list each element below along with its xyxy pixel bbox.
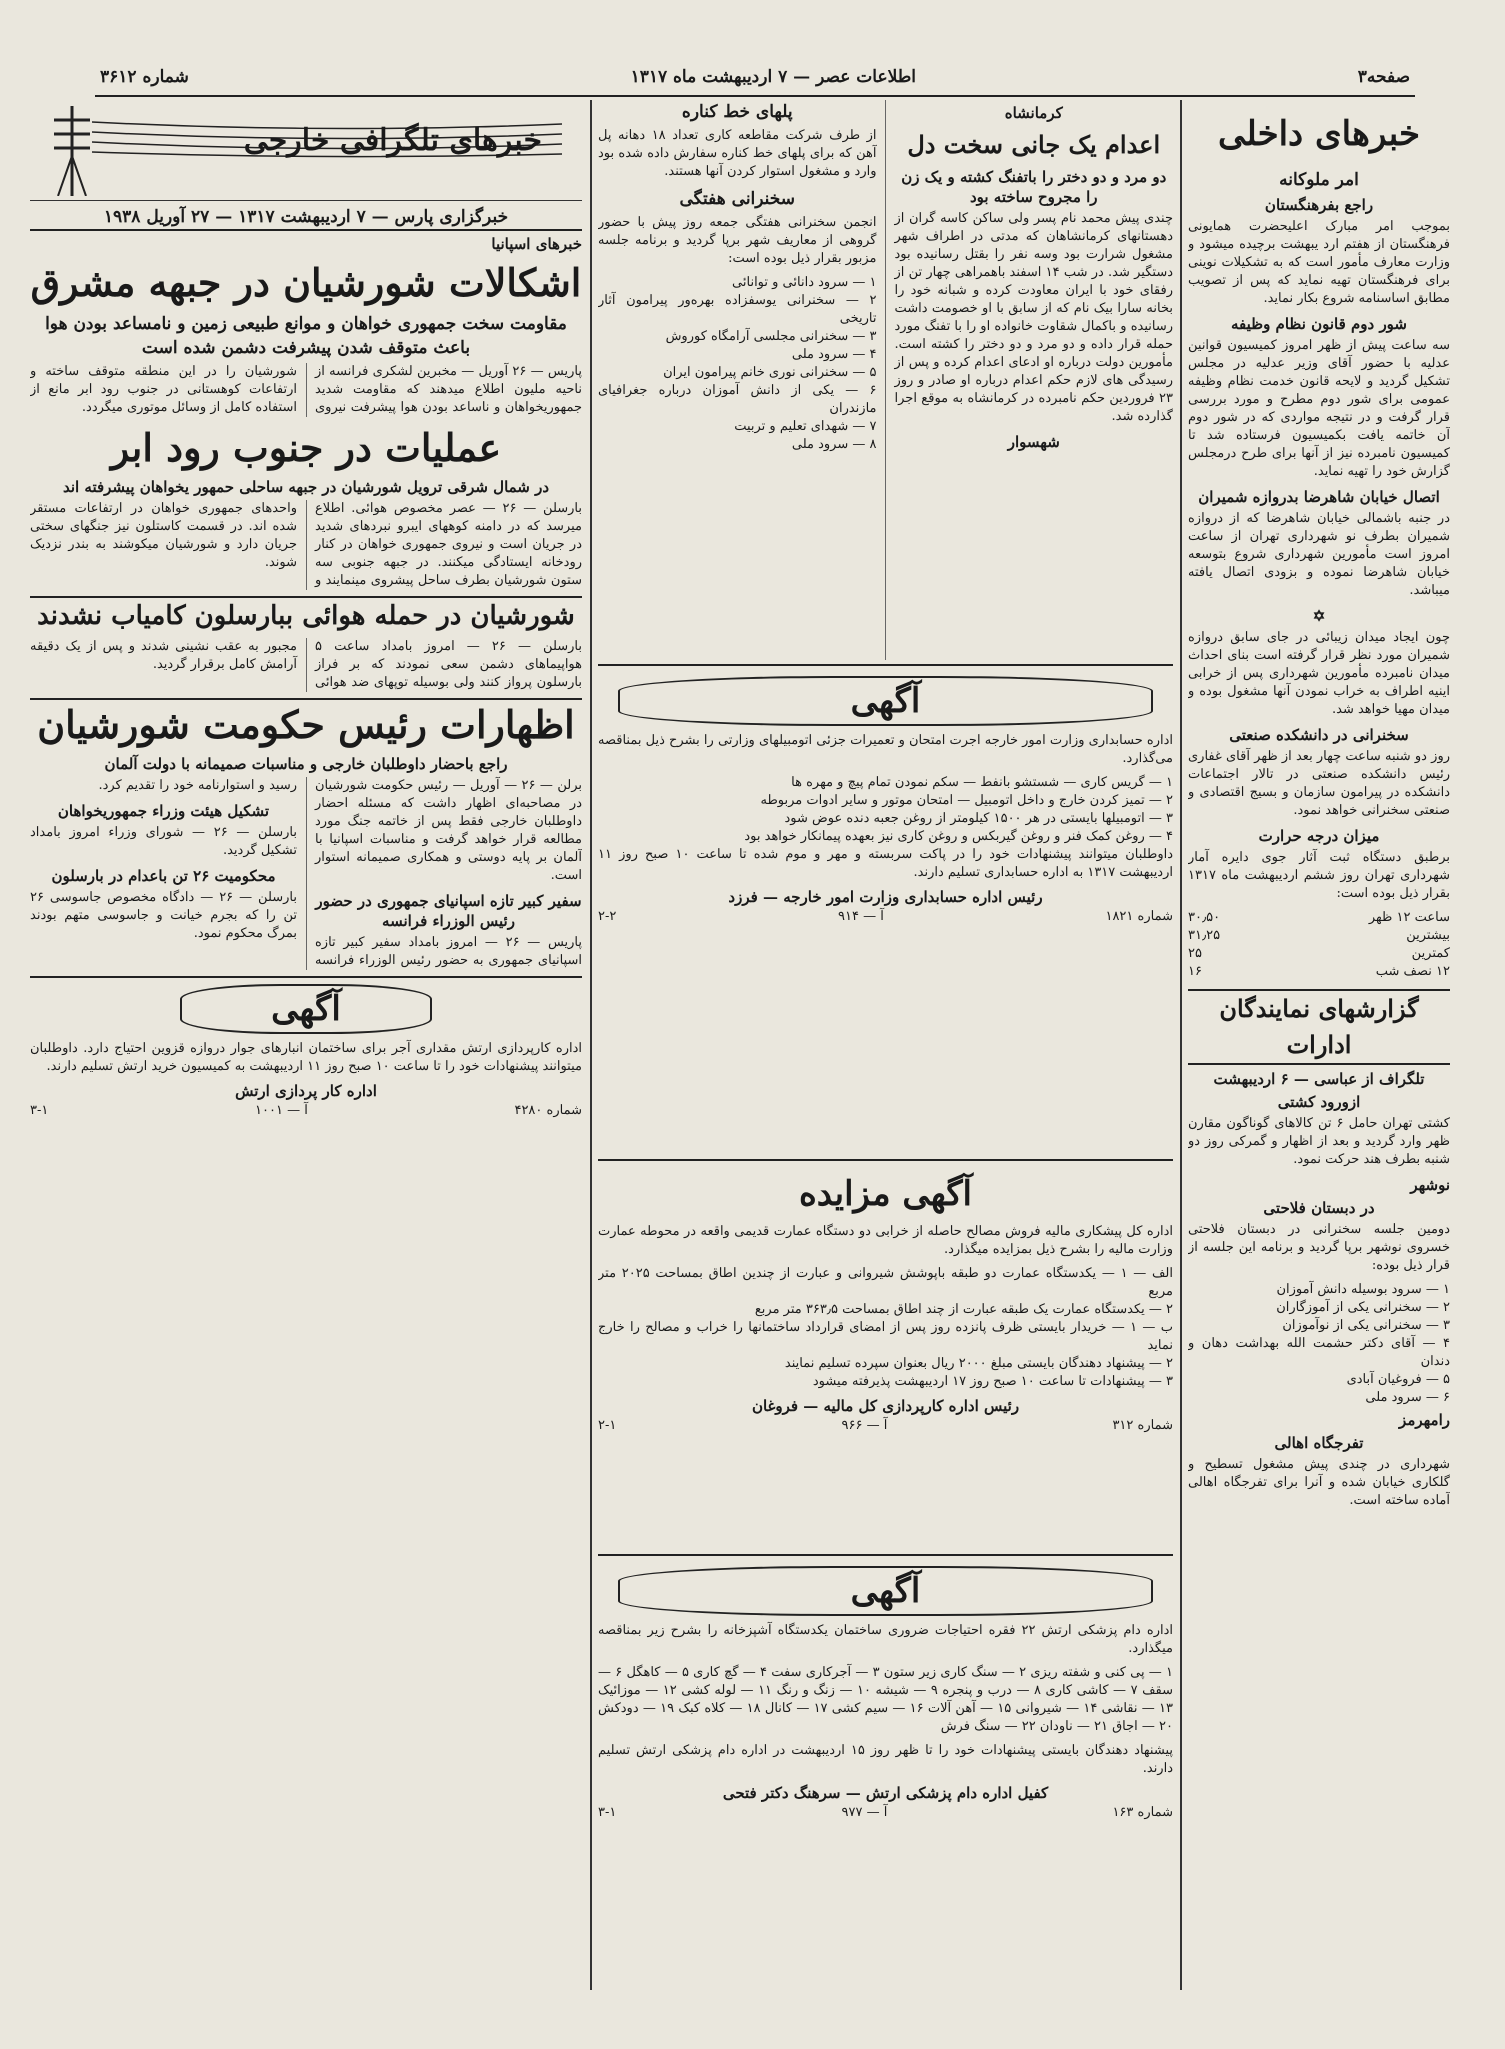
foreign-news-column (30, 100, 582, 1990)
section-title: گزارشهای نمایندگان ادارات (1188, 989, 1450, 1065)
headline: سخنرانی هفتگی (679, 189, 796, 209)
section-rule (598, 1159, 1173, 1161)
temperature-row: کمترین ۲۵ (1188, 946, 1450, 961)
headline: ازورود کشتی (1277, 1093, 1361, 1111)
ad-block (598, 670, 1173, 1155)
list-item: الف — ۱ — یکدستگاه عمارت دو طبقه باپوشش شیروانی و عبارت از چندین اطاق بمساحت ۲۰۲۵ متر مربع (598, 1266, 1173, 1299)
article-body: در جنبه باشمالی خیابان شاهرضا که از دروازه شمیران بطرف نو شهرداری تهران از ساعت امروز است مأمورین شهرداری شروع بتوسعه خیابان شاهرضا نموده و بزودی اتصال یافته میباشد. (1188, 511, 1450, 598)
headline: اعدام یک جانی سخت دل (907, 130, 1161, 159)
telegraph-pole-icon (50, 106, 94, 196)
ad-signature: رئیس اداره حسابداری وزارت امور خارجه — فرزد (728, 888, 1043, 906)
ad-reference: شماره ۱۶۳ آ — ۹۷۷ ۳-۱ (598, 1805, 1173, 1820)
subheadline: در شمال شرقی ترویل شورشیان در جبهه ساحلی حمهور یخواهان پیشرفته اند (62, 478, 550, 496)
article-body: چون ایجاد میدان زیبائی در جای سابق دروازه شمیران مورد نظر قرار گرفته است بنای احداث میدان نامبرده مأمورین شهرداری پس از خرابی اینیه اطراف به خراب نمودن آنها مشغول بوده و میدان مهیا خواهد شد. (1188, 630, 1450, 717)
list-item: ۶ — یکی از دانش آموزان درباره جغرافیای مازندران (598, 383, 877, 416)
list-item: ۵ — فروغیان آبادی (1346, 1372, 1450, 1387)
ad-title: آگهی (618, 1566, 1153, 1616)
headline: محکومیت ۲۶ تن باعدام در بارسلون (51, 867, 276, 885)
section-rule (598, 1554, 1173, 1556)
ad-title: آگهی (180, 984, 432, 1034)
ad-body: اداره دام پزشکی ارتش ۲۲ فقره احتیاجات ضروری ساختمان یکدستگاه آشپزخانه را بشرح زیر بمناقصه میگذارد. (598, 1623, 1173, 1656)
list-item: ۲ — تمیز کردن خارج و داخل اتومبیل — امتحان موتور و سایر ادوات مربوطه (760, 793, 1173, 808)
city-label: شهسوار (1007, 433, 1060, 451)
article-body: شهرداری در چندی پیش مشغول تسطیح و گلکاری خیابان شده و آنرا برای تفرجگاه اهالی آماده ساخته است. (1188, 1457, 1450, 1508)
list-item: ب — ۱ — خریدار بایستی ظرف پانزده روز پس از امضای قرارداد ساختمانها را خراب و مصالح را خارج نماید (598, 1320, 1173, 1353)
ad-body: اداره حسابداری وزارت امور خارجه اجرت امتحان و تعمیرات جزئی اتومبیلهای وزارتی را بشرح ذیل بمناقصه می‌گذارد. (598, 733, 1173, 766)
headline: شور دوم قانون نظام وظیفه (1230, 315, 1407, 333)
ad-title: آگهی مزایده (798, 1174, 973, 1214)
article-body: بارسلن — ۲۶ — دادگاه مخصوص جاسوسی ۲۶ تن را که بجرم خیانت و جاسوسی متهم بودند بمرگ محکوم نمود. (30, 890, 297, 941)
headline: اشکالات شورشیان در جبهه مشرق (30, 260, 582, 305)
ad-signature: رئیس اداره کارپردازی کل مالیه — فروغان (751, 1397, 1020, 1415)
headline: عملیات در جنوب رود ابر (110, 425, 502, 470)
list-item: ۵ — سخنرانی نوری خانم پیرامون ایران (663, 365, 877, 380)
list-item: ۳ — سخنرانی یکی از نوآموزان (1282, 1318, 1450, 1333)
subheadline: راجع بفرهنگستان (1264, 196, 1374, 214)
column-divider (1180, 100, 1182, 1990)
ad-body: اداره کل پیشکاری مالیه فروش مصالح حاصله از خرابی دو دستگاه عمارت قدیمی واقعه در محوطه عمارت وزارت مالیه را بشرح ذیل بمزایده میگذارد. (598, 1224, 1173, 1257)
article-body: سه ساعت پیش از ظهر امروز کمیسیون قوانین عدلیه با حضور آقای وزیر عدلیه در مجلس تشکیل گردید و لایحه قانون خدمت نظام وظیفه عمومی برای شور دوم مطرح و مورد بررسی قرار گرفت و در نتیجه مواردی که در شور دوم آن خاتمه یافت بکمیسیون فرستاده شد تا کمیسیون نامبرده نیز از آنها برای طرح درمجلس گزارش خود را تهیه نماید. (1188, 338, 1450, 479)
ad-body: پیشنهاد دهندگان بایستی پیشنهادات خود را تا ظهر روز ۱۵ اردیبهشت در اداره دام پزشکی ارتش تسلیم دارند. (598, 1743, 1173, 1776)
list-item: ۱ — سرود دانائی و توانائی (732, 275, 877, 290)
headline: در دبستان فلاحتی (1263, 1199, 1375, 1217)
headline: اتصال خیابان شاهرضا بدروازه شمیران (1198, 488, 1440, 506)
ad-items: ۱ — پی کنی و شفته ریزی ۲ — سنگ کاری زیر ستون ۳ — آجرکاری سفت ۴ — گچ کاری ۵ — کاهگل ۶ — سقف ۷ — کاشی کاری ۸ — درب و پنجره ۹ — شیشه ۱۰ — زنگ و رنگ ۱۱ — لوله کشی ۱۲ — موزائیک ۱۳ — نقاشی ۱۴ — شیروانی ۱۵ — آهن آلات ۱۶ — سیم کشی ۱۷ — کانال ۱۸ — کلاه کبک ۱۹ — دودکش ۲۰ — اجاق ۲۱ — ناودان ۲۲ — سنگ فرش (598, 1665, 1173, 1734)
banner-title: خبرهای تلگرافی خارجی (243, 123, 542, 158)
article-body: دومین جلسه سخنرانی در دبستان فلاحتی خسروی نوشهر برپا گردید و برنامه این جلسه از قرار ذیل بوده: (1188, 1222, 1450, 1273)
article-body: بموجب امر مبارک اعلیحضرت همایونی فرهنگستان از هفتم ارد یبهشت برچیده میشود و وزارت معارف مأمور است که به تشکیلات نوینی برای فرهنگستان تهیه نماید که پس از تصویب مطابق اساسنامه شروع بکار نماید. (1188, 219, 1450, 306)
temperature-table (1188, 909, 1450, 981)
telegraph-banner (30, 100, 582, 201)
city-label: نوشهر (1410, 1176, 1450, 1194)
list-item: ۲ — یکدستگاه عمارت یک طبقه عبارت از چند اطاق بمساحت ۳۶۳٫۵ متر مربع (754, 1302, 1173, 1317)
section-rule (598, 664, 1173, 666)
list-item: ۶ — سرود ملی (1365, 1390, 1450, 1405)
subheadline: دو مرد و دو دختر را باتفنگ کشته و یک زن را مجروح ساخته بود (901, 168, 1167, 206)
ad-title: آگهی (618, 676, 1153, 726)
article-body: پاریس — ۲۶ آوریل — مخبرین لشکری فرانسه از ناحیه ملیون اطلاع میدهند که مقاومت شدید جمهوریخواهان و ناساعد بودن هوا پیشرفت نیروی شورشیان را در این منطقه متوقف ساخته و ارتفاعات کوهستانی در جنوب رود ابر مانع از استفاده کامل از وسائل موتوری میگردد. (30, 364, 582, 415)
list-item: ۲ — سخنرانی یوسفزاده بهره‌ور پیرامون آثار تاریخی (598, 293, 877, 326)
article-body: بارسلن — ۲۶ — شورای وزراء امروز بامداد تشکیل گردید. (30, 825, 297, 858)
header-rule (95, 95, 1415, 97)
star-divider: ✡ (1312, 607, 1326, 625)
article-body: برطبق دستگاه ثبت آثار جوی دایره آمار شهرداری تهران روز ششم اردیبهشت ماه ۱۳۱۷ بقرار ذیل بوده است: (1188, 850, 1450, 901)
ad-signature: کفیل اداره دام پزشکی ارتش — سرهنگ دکتر فتحی (722, 1784, 1049, 1802)
temperature-row: ساعت ۱۲ ظهر ۳۰٫۵۰ (1188, 910, 1450, 925)
headline: تشکیل هیئت وزراء جمهوریخواهان (57, 802, 270, 820)
section-rule (30, 976, 582, 978)
article-body: برلن — ۲۶ — آوریل — رئیس حکومت شورشیان در مصاحبه‌ای اظهار داشت که مسئله احضار داوطلبان خارجی فقط پس از خاتمه جنگ مورد مطالعه قرار خواهد گرفت و مناسبات اسپانیا با آلمان بر پایه دوستی و همکاری صمیمانه استوار است. (315, 778, 582, 883)
subheadline: تلگراف از عباسی — ۶ اردیبهشت (1213, 1070, 1425, 1088)
headline: پلهای خط کناره (681, 102, 793, 122)
subheadline: راجع باحضار داوطلبان خارجی و مناسبات صمیمانه با دولت آلمان (104, 755, 508, 773)
masthead: اطلاعات عصر — ۷ اردیبهشت ماه ۱۳۱۷ (630, 67, 916, 87)
list-item: ۷ — شهدای تعلیم و تربیت (734, 419, 877, 434)
article-body: از طرف شرکت مقاطعه کاری تعداد ۱۸ دهانه پل آهن که برای پلهای خط کناره سفارش داده شده بود وارد و مشغول استوار کردن آنها هستند. (598, 128, 877, 179)
list-item: ۴ — آقای دکتر حشمت الله بهداشت دهان و دندان (1188, 1336, 1450, 1369)
temperature-row: بیشترین ۳۱٫۲۵ (1188, 928, 1450, 943)
city-label: کرمانشاه (1004, 104, 1063, 122)
ad-body: داوطلبان میتوانند پیشنهادات خود را در پاکت سربسته و مهر و موم شده تا ساعت ۱۰ صبح روز ۱۱ اردیبهشت ۱۳۱۷ به اداره حسابداری تسلیم دارند. (598, 847, 1173, 880)
list-item: ۱ — سرود بوسیله دانش آموزان (1276, 1282, 1450, 1297)
article-body: روز دو شنبه ساعت چهار بعد از ظهر آقای غفاری رئیس دانشکده صنعتی در تالار اجتماعات دانشکده در پیرامون سازمان و بسیج اقتصادی و صنعتی سخنرانی خواهد نمود. (1188, 749, 1450, 818)
list-item: ۳ — سخنرانی مجلسی آرامگاه کوروش (665, 329, 877, 344)
headline: شورشیان در حمله هوائی ببارسلون کامیاب نشدند (30, 596, 582, 634)
middle-column (598, 100, 1173, 1990)
list-item: ۲ — پیشنهاد دهندگان بایستی مبلغ ۲۰۰۰ ریال بعنوان سپرده تسلیم نمایند (784, 1356, 1173, 1371)
subheadline: مقاومت سخت جمهوری خواهان و موانع طبیعی زمین و نامساعد بودن هوا باعث متوقف شدن پیشرفت دشمن شده است (45, 314, 567, 358)
column-divider (590, 100, 592, 1990)
ad-signature: اداره کار پردازی ارتش (235, 1082, 377, 1100)
article-body: بارسلن — ۲۶ — امروز بامداد ساعت ۵ هواپیماهای دشمن سعی نمودند که بر فراز بارسلون پرواز کنند ولی بوسیله توپهای ضد هوائی مجبور به عقب نشینی شدند و پس از یک دقیقه آرامش کامل برقرار گردید. (30, 639, 582, 690)
list-item: ۳ — پیشنهادات تا ساعت ۱۰ صبح روز ۱۷ اردیبهشت پذیرفته میشود (812, 1374, 1173, 1389)
issue-number: شماره ۳۶۱۲ (100, 67, 189, 87)
ad-reference: شماره ۱۸۲۱ آ — ۹۱۴ ۲-۲ (598, 909, 1173, 924)
list-item: ۲ — سخنرانی یکی از آموزگاران (1276, 1300, 1450, 1315)
domestic-news-column (1188, 100, 1450, 1990)
agency-line: خبرگزاری پارس — ۷ اردیبهشت ۱۳۱۷ — ۲۷ آوریل ۱۹۳۸ (30, 205, 582, 231)
list-item: ۴ — روغن کمک فنر و روغن گیربکس و روغن کاری نیز بعهده پیمانکار خواهد بود (744, 829, 1173, 844)
city-label: رامهرمز (1399, 1411, 1450, 1429)
ad-block (598, 1560, 1173, 1980)
article-body: انجمن سخنرانی هفتگی جمعه روز پیش با حضور گروهی از معاریف شهر برپا گردید و برنامه جلسه مزبور بقرار ذیل بوده است: (598, 215, 877, 266)
headline: تفرجگاه اهالی (1274, 1434, 1364, 1452)
list-item: ۸ — سرود ملی (791, 437, 877, 452)
article-body: پاریس — ۲۶ — امروز بامداد سفیر کبیر تازه اسپانیای جمهوری به حضور رئیس الوزراء فرانسه رسید و استوارنامه خود را تقدیم کرد. (98, 778, 582, 968)
page-header (100, 62, 1410, 92)
headline: سخنرانی در دانشکده صنعتی (1229, 726, 1409, 744)
page-label: صفحه۳ (1357, 67, 1410, 87)
ad-body: اداره کارپردازی ارتش مقداری آجر برای ساختمان انبارهای جوار دروازه قزوین احتیاج دارد. داوطلبان میتوانند پیشنهادات خود را تا ساعت ۱۰ صبح روز ۱۱ اردیبهشت به کمیسیون خرید ارتش تسلیم دارند. (30, 1041, 582, 1074)
section-label: خبرهای اسپانیا (491, 235, 582, 253)
ad-reference: شماره ۳۱۲ آ — ۹۶۶ ۲-۱ (598, 1418, 1173, 1433)
headline: سفیر کبیر تازه اسپانیای جمهوری در حضور رئیس الوزراء فرانسه (315, 892, 582, 930)
section-title: خبرهای داخلی (1218, 114, 1420, 154)
headline: امر ملوکانه (1279, 170, 1359, 190)
list-item: ۳ — اتومبیلها بایستی در هر ۱۵۰۰ کیلومتر از روغن جعبه دنده عوض شود (784, 811, 1173, 826)
article-body: چندی پیش محمد نام پسر ولی ساکن کاسه گران از دهستانهای کرمانشاهان که مدتی در اطراف شهر مشغول شرارت بود وسه نفر را بقتل رسانیده بود دستگیر شد. در شب ۱۴ اسفند باهمراهی چهار تن از رفقای خود با ایران معاودت کرده و شبانه خود را بخانه سارا بیک نام که از سابق با او خصومت داشت رسانیده و باکمال شقاوت خانواده او را با تفنگ مورد حمله قرار داده و دو مرد و دو دختر را کشته است. مأمورین دولت درباره او ادعای اعدام کرده و پس از رسیدگی های لازم حکم اعدام درباره او صادر و روز ۲۳ فروردین حکم نامبرده در کرمانشاه به موقع اجرا گذارده شد. (894, 211, 1173, 424)
headline: اظهارات رئیس حکومت شورشیان (30, 698, 582, 750)
headline: میزان درجه حرارت (1258, 827, 1380, 845)
auction-block (598, 1165, 1173, 1550)
article-body: کشتی تهران حامل ۶ تن کالاهای گوناگون مقارن ظهر وارد گردید و بعد از اظهار و گمرکی روز دو شنبه بطرف هند حرکت نمود. (1188, 1116, 1450, 1167)
list-item: ۴ — سرود ملی (791, 347, 877, 362)
ad-reference: شماره ۴۲۸۰ آ — ۱۰۰۱ ۳-۱ (30, 1103, 582, 1118)
middle-news-block (598, 100, 1173, 660)
list-item: ۱ — گریس کاری — شستشو بانفط — سکم نمودن تمام پیچ و مهره ها (791, 775, 1173, 790)
article-body: بارسلن — ۲۶ — عصر مخصوص هوائی. اطلاع میرسد که در دامنه کوههای ایبرو نبردهای شدید در جریان است و نیروی جمهوری خواهان در کنار رودخانه ایستادگی میکنند. در جبهه جنوبی سه ستون شورشیان بطرف ساحل پیشروی مینمایند و واحدهای جمهوری خواهان در ارتفاعات مستقر شده اند. در قسمت کاستلون نیز جنگهای سختی جریان دارد و شورشیان میکوشند به بندر نزدیک شوند. (30, 501, 582, 588)
temperature-row: ۱۲ نصف شب ۱۶ (1188, 964, 1450, 979)
article-block (30, 777, 582, 970)
